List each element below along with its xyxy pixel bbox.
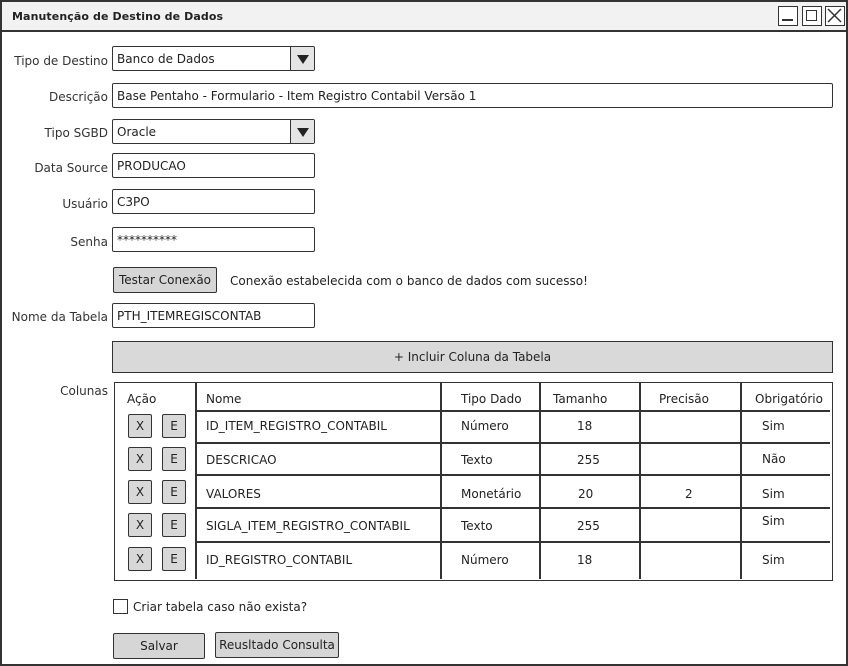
minimize-button[interactable] bbox=[778, 6, 798, 26]
table-cell-tamanho: 18 bbox=[577, 553, 593, 567]
table-cell-tamanho: 255 bbox=[577, 453, 600, 467]
testar-conexao-button[interactable]: Testar Conexão bbox=[113, 267, 217, 293]
table-cell-obrigatorio: Sim bbox=[762, 514, 785, 528]
table-cell-nome: SIGLA_ITEM_REGISTRO_CONTABIL bbox=[206, 519, 410, 533]
nome-tabela-label: Nome da Tabela bbox=[11, 310, 108, 324]
header-tipo-dado: Tipo Dado bbox=[461, 392, 522, 406]
table-cell-tipo: Texto bbox=[461, 519, 493, 533]
data-source-label: Data Source bbox=[34, 161, 108, 175]
usuario-field[interactable]: C3PO bbox=[112, 189, 315, 214]
tipo-destino-select[interactable] bbox=[112, 46, 315, 71]
maximize-icon bbox=[806, 10, 817, 21]
usuario-label: Usuário bbox=[62, 197, 108, 211]
delete-row-button[interactable]: X bbox=[128, 513, 152, 537]
table-cell-precisao: 2 bbox=[685, 487, 693, 501]
header-nome: Nome bbox=[206, 392, 242, 406]
table-cell-tipo: Texto bbox=[461, 453, 493, 467]
table-cell-obrigatorio: Sim bbox=[762, 487, 785, 501]
table-cell-tamanho: 20 bbox=[578, 487, 594, 501]
delete-row-button[interactable]: X bbox=[128, 447, 152, 471]
delete-row-button[interactable]: X bbox=[128, 547, 152, 571]
tipo-destino-value: Banco de Dados bbox=[117, 52, 215, 66]
edit-row-button[interactable]: E bbox=[162, 480, 186, 504]
table-cell-nome: DESCRICAO bbox=[206, 453, 277, 467]
conexao-status-text: Conexão estabelecida com o banco de dados com sucesso! bbox=[230, 274, 588, 288]
descricao-label: Descrição bbox=[48, 90, 108, 104]
edit-row-button[interactable]: E bbox=[162, 547, 186, 571]
header-tamanho: Tamanho bbox=[553, 392, 608, 406]
header-acao: Ação bbox=[127, 392, 157, 406]
chevron-down-icon[interactable] bbox=[290, 46, 315, 71]
table-cell-tipo: Monetário bbox=[461, 487, 522, 501]
edit-row-button[interactable]: E bbox=[162, 513, 186, 537]
table-cell-nome: ID_ITEM_REGISTRO_CONTABIL bbox=[206, 419, 387, 433]
table-cell-obrigatorio: Não bbox=[762, 452, 786, 466]
salvar-button[interactable]: Salvar bbox=[113, 633, 205, 659]
criar-tabela-label: Criar tabela caso não exista? bbox=[133, 600, 308, 614]
table-cell-tipo: Número bbox=[461, 419, 509, 433]
delete-row-button[interactable]: X bbox=[128, 480, 152, 504]
tipo-sgbd-label: Tipo SGBD bbox=[44, 126, 108, 140]
senha-field[interactable]: ********** bbox=[112, 227, 315, 252]
edit-row-button[interactable]: E bbox=[162, 414, 186, 438]
close-button[interactable] bbox=[825, 6, 845, 26]
delete-row-button[interactable]: X bbox=[128, 414, 152, 438]
chevron-down-icon[interactable] bbox=[290, 119, 315, 144]
table-cell-tipo: Número bbox=[461, 553, 509, 567]
table-cell-tamanho: 255 bbox=[577, 519, 600, 533]
table-cell-nome: VALORES bbox=[206, 487, 261, 501]
resultado-consulta-button[interactable]: Reusltado Consulta bbox=[215, 632, 339, 658]
senha-label: Senha bbox=[70, 235, 108, 249]
title-bar bbox=[2, 2, 846, 32]
table-cell-nome: ID_REGISTRO_CONTABIL bbox=[206, 553, 353, 567]
colunas-table bbox=[114, 382, 833, 581]
window-title: Manutenção de Destino de Dados bbox=[12, 10, 224, 23]
tipo-destino-label: Tipo de Destino bbox=[14, 54, 108, 68]
close-icon bbox=[826, 7, 843, 24]
table-cell-tamanho: 18 bbox=[577, 419, 593, 433]
descricao-field[interactable]: Base Pentaho - Formulario - Item Registro Contabil Versão 1 bbox=[112, 83, 833, 108]
tipo-sgbd-value: Oracle bbox=[117, 125, 157, 139]
incluir-coluna-button[interactable]: + Incluir Coluna da Tabela bbox=[112, 341, 833, 373]
minimize-icon bbox=[782, 19, 793, 21]
tipo-sgbd-select[interactable] bbox=[112, 119, 315, 144]
edit-row-button[interactable]: E bbox=[162, 447, 186, 471]
header-obrigatorio: Obrigatório bbox=[755, 392, 823, 406]
table-cell-obrigatorio: Sim bbox=[762, 419, 785, 433]
colunas-label: Colunas bbox=[60, 384, 108, 398]
maximize-button[interactable] bbox=[802, 6, 822, 26]
criar-tabela-checkbox[interactable] bbox=[113, 599, 128, 614]
header-precisao: Precisão bbox=[659, 392, 709, 406]
nome-tabela-field[interactable]: PTH_ITEMREGISCONTAB bbox=[112, 303, 315, 328]
data-source-field[interactable]: PRODUCAO bbox=[112, 153, 315, 178]
table-cell-obrigatorio: Sim bbox=[762, 553, 785, 567]
